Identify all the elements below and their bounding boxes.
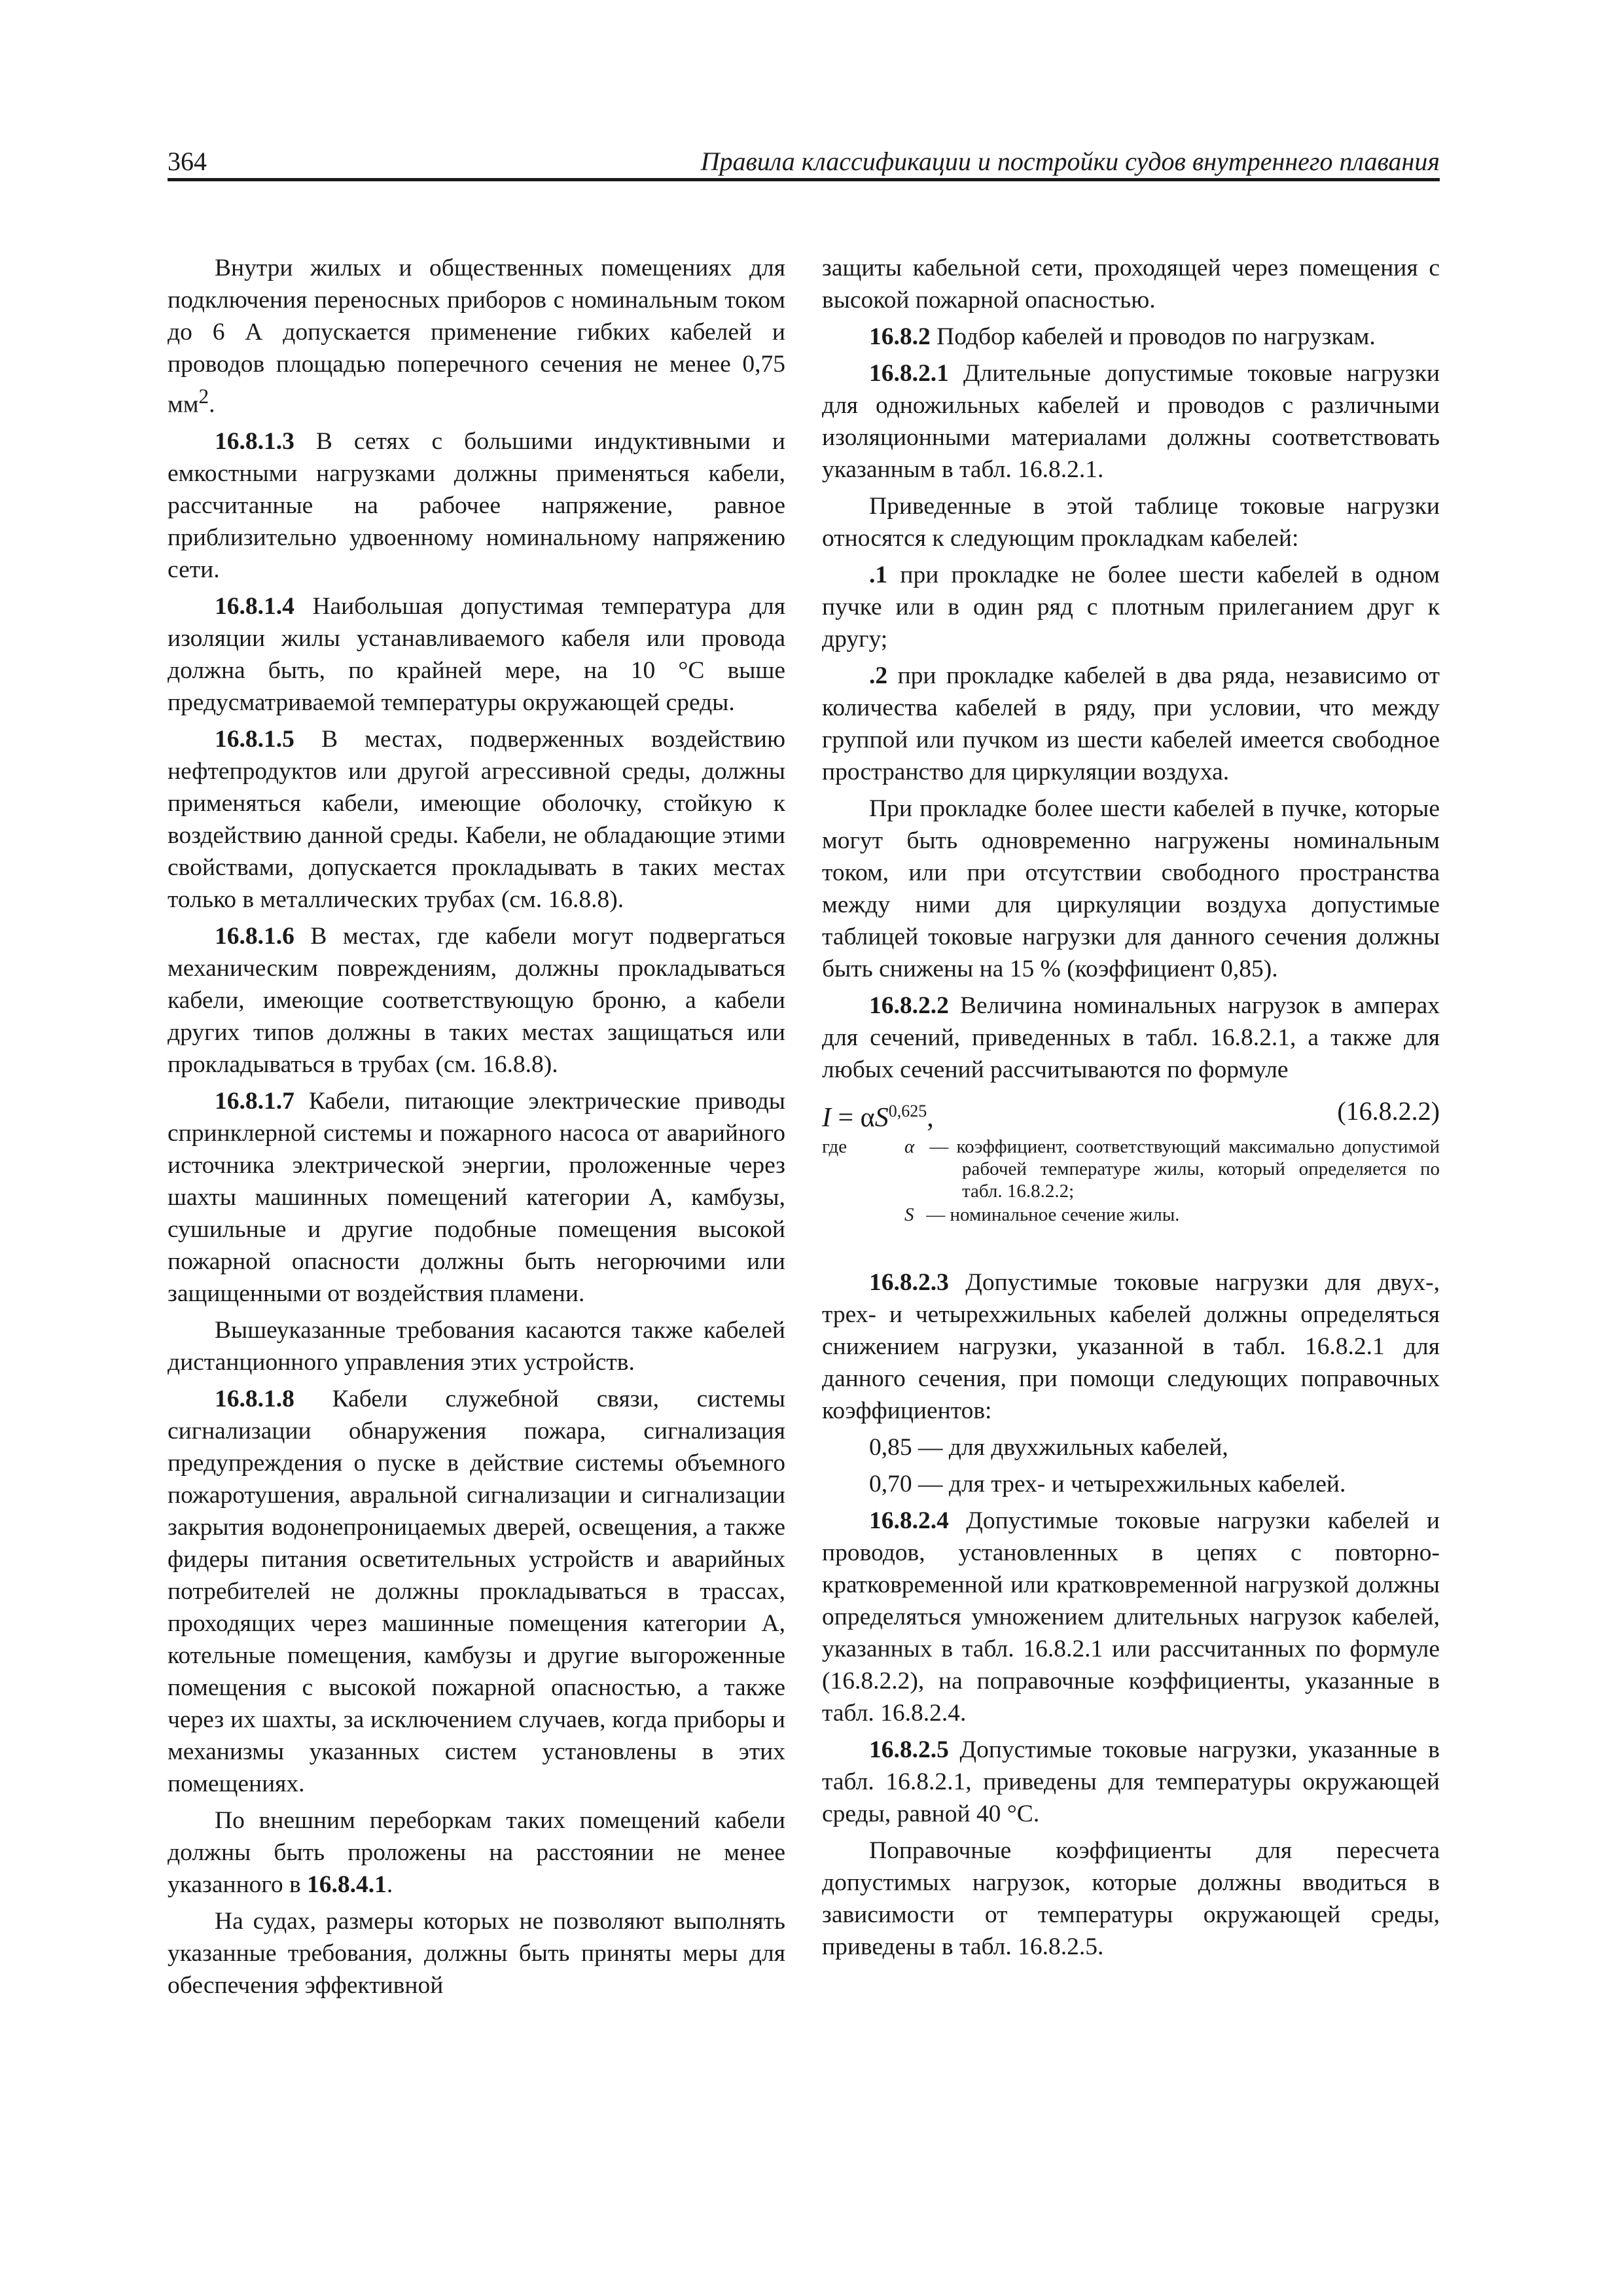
clause-number: 16.8.2.4 [869,1507,949,1534]
clause-number: 16.8.1.8 [215,1385,294,1412]
paragraph: Приведенные в этой таблице токовые нагрузки относятся к следующим прокладкам кабелей: [822,493,1440,552]
clause-16-8-2-1: 16.8.2.1 Длительные допустимые токовые нагрузки для одножильных кабелей и проводов с различными изоляционными материалами должны соответствовать указанным в табл. 16.8.2.1. [822,360,1440,483]
page-number: 364 [168,147,207,176]
clause-16-8-2-4: 16.8.2.4 Допустимые токовые нагрузки кабелей и проводов, установленных в цепях с повторно-кратковременной или кратковременной нагрузкой должны определяться умножением длительных нагрузок кабелей, указанных в табл. 16.8.2.1 или рассчитанных по формуле (16.8.2.2), на поправочные коэффициенты, указанные в табл. 16.8.2.4. [822,1507,1440,1727]
clause-16-8-2-5: 16.8.2.5 Допустимые токовые нагрузки, указанные в табл. 16.8.2.1, приведены для температуры окружающей среды, равной 40 °С. [822,1736,1440,1827]
clause-number: 16.8.2 [869,323,931,350]
clause-16-8-1-8: 16.8.1.8 Кабели служебной связи, системы сигнализации обнаружения пожара, сигнализация предупреждения о пуске в действие системы объемного пожаротушения, авральной сигнализации и сигнализации закрытия водонепроницаемых дверей, освещения, а также фидеры питания осветительных устройств и аварийных потребителей не должны прокладываться в трассах, проходящих через машинные помещения категории А, котельные помещения, камбузы и другие выгороженные помещения с высокой пожарной опасностью, а также через их шахты, за исключением случаев, когда приборы и механизмы указанных систем установлены в этих помещениях. [168,1385,785,1797]
running-title: Правила классификации и постройки судов внутреннего плавания [700,147,1440,176]
clause-number: 16.8.2.5 [869,1736,949,1763]
formula-expression: I = αS$^{0,625}$, [822,1102,934,1133]
legend-s: S — номинальное сечение жилы. [904,1204,1180,1225]
coefficient-line: 0,70 — для трех- и четырехжильных кабелей. [869,1471,1346,1498]
formula-number: (16.8.2.2) [1337,1096,1440,1126]
clause-16-8-1-6: 16.8.1.6 В местах, где кабели могут подвергаться механическим повреждениям, должны прокладываться кабели, имеющие соответствующую броню, а кабели других типов должны в таких местах защищаться или прокладываться в трубах (см. 16.8.8). [168,922,785,1078]
right-column [822,252,1440,1967]
paragraph: По внешним переборкам таких помещений кабели должны быть проложены на расстоянии не менее указанного в 16.8.4.1. [168,1806,785,1898]
section-16-8-2: 16.8.2 Подбор кабелей и проводов по нагрузкам. [869,323,1376,350]
clause-number: 16.8.1.6 [215,922,294,950]
paragraph: При прокладке более шести кабелей в пучке, которые могут быть одновременно нагружены номинальным током, или при отсутствии свободного пространства между ними для циркуляции воздуха допустимые таблицей токовые нагрузки для данного сечения должны быть снижены на 15 % (коэффициент 0,85). [822,795,1440,982]
paragraph: Вышеуказанные требования касаются также кабелей дистанционного управления этих устройств. [168,1316,785,1376]
clause-number: 16.8.2.3 [869,1269,949,1296]
formula [822,1090,1440,1133]
clause-number: 16.8.1.3 [215,427,294,455]
page-header [168,145,1440,181]
clause-number: 16.8.1.7 [215,1087,294,1115]
clause-16-8-2-2: 16.8.2.2 Величина номинальных нагрузок в амперах для сечений, приведенных в табл. 16.8.2.1, а также для любых сечений рассчитываются по формуле [822,992,1440,1083]
clause-16-8-1-5: 16.8.1.5 В местах, подверженных воздействию нефтепродуктов или другой агрессивной среды, должны применяться кабели, имеющие оболочку, стойкую к воздействию данной среды. Кабели, не обладающие этими свойствами, допускается прокладывать в таких местах только в металлических трубах (см. 16.8.8). [168,725,785,913]
paragraph: Внутри жилых и общественных помещениях для подключения переносных приборов с номинальным током до 6 А допускается применение гибких кабелей и проводов площадью поперечного сечения не менее 0,75 $мм^2$. [168,255,785,418]
clause-number: 16.8.2.2 [869,992,949,1019]
paragraph: Поправочные коэффициенты для пересчета допустимых нагрузок, которые должны вводиться в зависимости от температуры окружающей среды, приведены в табл. 16.8.2.5. [822,1837,1440,1960]
paragraph: защиты кабельной сети, проходящей через помещения с высокой пожарной опасностью. [822,255,1440,314]
paragraph: На судах, размеры которых не позволяют выполнять указанные требования, должны быть приняты меры для обеспечения эффективной [168,1907,785,1999]
list-item-1: .1 при прокладке не более шести кабелей в одном пучке или в один ряд с плотным прилеганием друг к другу; [822,562,1440,653]
clause-16-8-1-4: 16.8.1.4 Наибольшая допустимая температура для изоляции жилы устанавливаемого кабеля или провода должна быть, по крайней мере, на 10 °С выше предусматриваемой температуры окружающей среды. [168,592,785,716]
formula-legend [822,1136,1440,1226]
clause-number: 16.8.1.5 [215,725,294,753]
coefficient-line: 0,85 — для двухжильных кабелей, [869,1434,1228,1461]
clause-16-8-1-7: 16.8.1.7 Кабели, питающие электрические приводы спринклерной системы и пожарного насоса от аварийного источника электрической энергии, проложенные через шахты машинных помещений категории А, камбузы, сушильные и другие подобные помещения высокой пожарной опасности должны быть негорючими или защищенными от воздействия пламени. [168,1087,785,1307]
list-item-2: .2 при прокладке кабелей в два ряда, независимо от количества кабелей в ряду, при условии, что между группой или пучком из шести кабелей имеется свободное пространство для циркуляции воздуха. [822,662,1440,785]
clause-16-8-1-3: 16.8.1.3 В сетях с большими индуктивными и емкостными нагрузками должны применяться кабели, рассчитанные на рабочее напряжение, равное приблизительно удвоенному номинальному напряжению сети. [168,427,785,583]
clause-number: 16.8.1.4 [215,592,294,620]
left-column [168,252,785,2001]
header-rule [168,178,1440,181]
where-label: где [822,1136,847,1157]
clause-number: 16.8.2.1 [869,360,949,387]
legend-alpha: α — коэффициент, соответствующий максимально допустимой рабочей температуре жилы, который определяется по табл. 16.8.2.2; [904,1136,1440,1202]
clause-16-8-2-3: 16.8.2.3 Допустимые токовые нагрузки для двух-, трех- и четырехжильных кабелей должны определяться снижением нагрузки, указанной в табл. 16.8.2.1 для данного сечения, при помощи следующих поправочных коэффициентов: [822,1269,1440,1424]
